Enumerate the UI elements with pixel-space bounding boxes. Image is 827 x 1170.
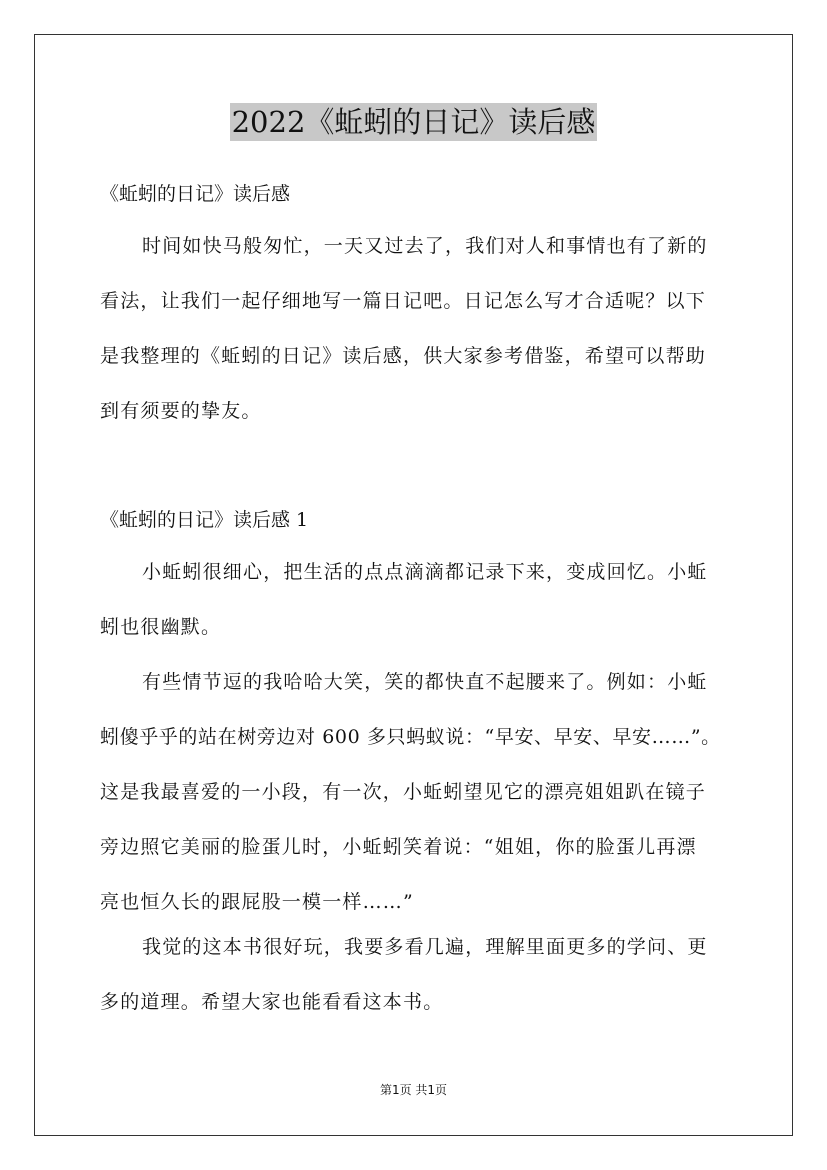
paragraph-line: 看法，让我们一起仔细地写一篇日记吧。日记怎么写才合适呢？以下 [100,290,707,312]
section-heading: 《蚯蚓的日记》读后感 [100,183,291,205]
paragraph [100,219,730,439]
paragraph-line: 时间如快马般匆忙，一天又过去了，我们对人和事情也有了新的 [142,235,708,257]
paragraph-line: 旁边照它美丽的脸蛋儿时，小蚯蚓笑着说：“姐姐，你的脸蛋儿再漂 [100,836,697,858]
paragraph-line: 到有须要的挚友。 [100,400,262,422]
paragraph-line: 是我整理的《蚯蚓的日记》读后感，供大家参考借鉴，希望可以帮助 [100,345,707,367]
paragraph [100,655,730,930]
paragraph-line: 小蚯蚓很细心，把生活的点点滴滴都记录下来，变成回忆。小蚯 [142,561,708,583]
paragraph-line: 我觉的这本书很好玩，我要多看几遍，理解里面更多的学问、更 [142,936,708,958]
paragraph-line: 亮也恒久长的跟屁股一模一样……” [100,891,414,913]
paragraph-line: 这是我最喜爱的一小段，有一次，小蚯蚓望见它的漂亮姐姐趴在镜子 [100,781,707,803]
paragraph-line: 蚓也很幽默。 [100,616,222,638]
page-footer: 第1页 共1页 [379,1083,448,1097]
paragraph-line: 蚓傻乎乎的站在树旁边对 600 多只蚂蚁说：“早安、早安、早安……”。 [100,726,721,748]
section-heading: 《蚯蚓的日记》读后感 1 [100,509,309,531]
document-title: 2022《蚯蚓的日记》读后感 [231,105,596,139]
paragraph-line: 多的道理。希望大家也能看看这本书。 [100,991,444,1013]
paragraph [100,920,730,1030]
paragraph-line: 有些情节逗的我哈哈大笑，笑的都快直不起腰来了。例如：小蚯 [142,671,708,693]
paragraph [100,545,730,655]
title-container [0,103,827,141]
